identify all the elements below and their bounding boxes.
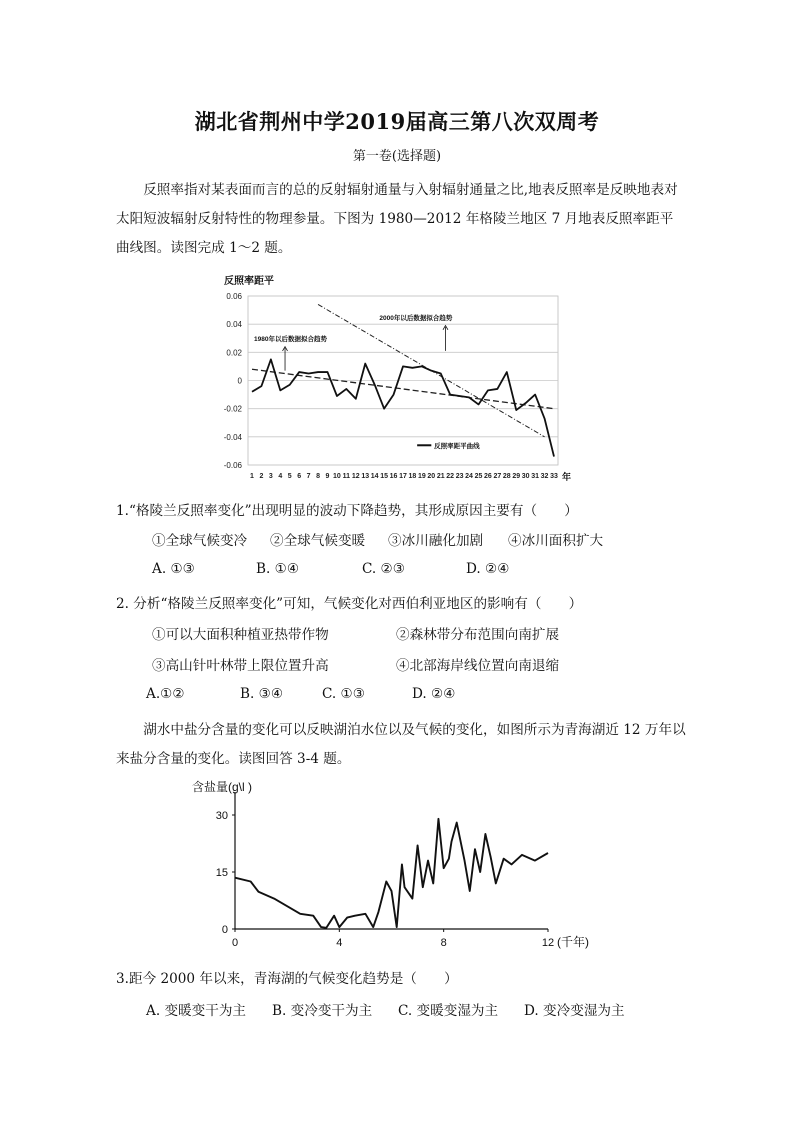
q1-choice-d[interactable]: D. ②④ bbox=[466, 561, 510, 577]
x-tick-label: 11 bbox=[342, 473, 351, 480]
x-tick-label: 32 bbox=[540, 473, 549, 480]
q1-choice-b[interactable]: B. ①④ bbox=[256, 561, 300, 577]
q1-item-1: ①全球气候变冷 bbox=[152, 533, 248, 549]
q2-item-4: ④北部海岸线位置向南退缩 bbox=[396, 658, 560, 674]
q3-choice-c[interactable]: C. 变暖变湿为主 bbox=[398, 1003, 499, 1019]
x-tick-label: 21 bbox=[436, 473, 445, 480]
x-tick-label: 28 bbox=[502, 473, 511, 480]
x-tick-label: 4 bbox=[336, 937, 343, 949]
x-tick-label: 25 bbox=[474, 473, 483, 480]
annotation-trend-1980: 1980年以后数据拟合趋势 bbox=[254, 336, 327, 344]
q2-choice-d[interactable]: D. ②④ bbox=[412, 686, 456, 702]
series-line-albedo bbox=[252, 359, 554, 456]
annotation-trend-2000: 2000年以后数据拟合趋势 bbox=[379, 314, 453, 322]
question-3-stem: 3.距今 2000 年以来，青海湖的气候变化趋势是（ ） bbox=[116, 971, 458, 987]
x-tick-label: 13 bbox=[361, 473, 370, 480]
x-tick-label: 24 bbox=[465, 473, 473, 480]
intro-paragraph-2: 湖水中盐分含量的变化可以反映湖泊水位以及气候的变化，如图所示为青海湖近 12 万年以来盐分含量的变化。读图回答 3-4 题。 bbox=[116, 722, 686, 767]
y-tick-label: 15 bbox=[215, 867, 228, 879]
x-axis-unit: (千年) bbox=[557, 935, 589, 949]
x-tick-label: 3 bbox=[268, 473, 273, 480]
x-tick-label: 26 bbox=[484, 473, 492, 480]
y-axis-label: 含盐量(g\l ) bbox=[192, 780, 253, 794]
question-1-stem: 1.“格陵兰反照率变化”出现明显的波动下降趋势，其形成原因主要有（ ） bbox=[116, 503, 578, 519]
x-tick-label: 17 bbox=[399, 473, 407, 480]
x-tick-label: 33 bbox=[550, 473, 558, 480]
x-tick-label: 0 bbox=[231, 937, 239, 949]
q3-choice-d[interactable]: D. 变冷变湿为主 bbox=[524, 1003, 625, 1019]
y-tick-label: 0.06 bbox=[226, 292, 242, 301]
x-tick-label: 6 bbox=[297, 473, 302, 480]
x-tick-label: 27 bbox=[493, 473, 502, 480]
x-tick-label: 20 bbox=[427, 473, 436, 480]
x-tick-label: 18 bbox=[408, 473, 417, 480]
y-tick-label: 0 bbox=[221, 924, 228, 936]
q1-choice-a[interactable]: A. ①③ bbox=[152, 561, 195, 577]
y-tick-label: -0.04 bbox=[223, 432, 242, 442]
salinity-chart bbox=[186, 776, 616, 954]
x-tick-label: 10 bbox=[333, 473, 341, 480]
x-tick-label: 12 bbox=[351, 473, 360, 480]
q1-item-3: ③冰川融化加剧 bbox=[388, 533, 484, 549]
y-tick-label: -0.06 bbox=[223, 461, 242, 470]
x-tick-label: 31 bbox=[531, 473, 540, 480]
series-line-salinity bbox=[235, 819, 548, 928]
section-title: 第一卷(选择题) bbox=[352, 149, 442, 164]
x-tick-label: 15 bbox=[380, 473, 389, 480]
x-tick-label: 29 bbox=[512, 473, 521, 480]
albedo-anomaly-chart bbox=[214, 272, 584, 490]
x-tick-label: 7 bbox=[306, 473, 311, 480]
x-tick-label: 30 bbox=[521, 473, 530, 480]
x-tick-label: 4 bbox=[278, 473, 283, 480]
y-tick-label: 0.04 bbox=[226, 320, 242, 330]
intro-paragraph-1: 反照率指对某表面而言的总的反射辐射通量与入射辐射通量之比,地表反照率是反映地表对太阳短波辐射反射特性的物理参量。下图为 1980—2012 年格陵兰地区 7 月地表反照率距平曲线图。读图完成 1～2 题。 bbox=[116, 182, 678, 256]
y-axis-label: 反照率距平 bbox=[224, 276, 274, 287]
x-tick-label: 8 bbox=[316, 473, 321, 480]
legend-label: 反照率距平曲线 bbox=[434, 442, 480, 450]
x-tick-label: 19 bbox=[417, 473, 426, 480]
q1-choice-c[interactable]: C. ②③ bbox=[362, 561, 405, 577]
x-tick-label: 14 bbox=[370, 473, 379, 480]
x-axis-label: 年 bbox=[562, 472, 572, 482]
q2-item-3: ③高山针叶林带上限位置升高 bbox=[152, 658, 329, 674]
x-tick-label: 23 bbox=[455, 473, 464, 480]
question-2-stem: 2. 分析“格陵兰反照率变化”可知，气候变化对西伯利亚地区的影响有（ ） bbox=[116, 596, 583, 612]
y-tick-label: 0.02 bbox=[226, 348, 242, 358]
x-tick-label: 16 bbox=[389, 473, 398, 480]
x-tick-label: 1 bbox=[250, 473, 254, 480]
q1-item-2: ②全球气候变暖 bbox=[270, 533, 366, 549]
x-tick-label: 2 bbox=[259, 473, 264, 480]
x-tick-label: 12 bbox=[541, 937, 555, 949]
x-tick-label: 5 bbox=[287, 473, 292, 480]
x-tick-label: 22 bbox=[446, 473, 455, 480]
y-tick-label: 30 bbox=[215, 810, 228, 822]
q2-choice-b[interactable]: B. ③④ bbox=[240, 686, 284, 702]
q2-choice-c[interactable]: C. ①③ bbox=[322, 686, 365, 702]
x-tick-label: 9 bbox=[325, 473, 330, 480]
q2-item-1: ①可以大面积种植亚热带作物 bbox=[152, 627, 329, 643]
q2-item-2: ②森林带分布范围向南扩展 bbox=[396, 627, 560, 643]
x-tick-label: 8 bbox=[440, 937, 447, 949]
q3-choice-b[interactable]: B. 变冷变干为主 bbox=[272, 1003, 373, 1019]
q1-item-4: ④冰川面积扩大 bbox=[508, 533, 604, 549]
y-tick-label: -0.02 bbox=[223, 404, 242, 414]
y-tick-label: 0 bbox=[237, 376, 242, 386]
q2-choice-a[interactable]: A.①② bbox=[146, 686, 185, 702]
page-title: 湖北省荆州中学2019届高三第八次双周考 bbox=[194, 109, 600, 134]
q3-choice-a[interactable]: A. 变暖变干为主 bbox=[146, 1003, 247, 1019]
